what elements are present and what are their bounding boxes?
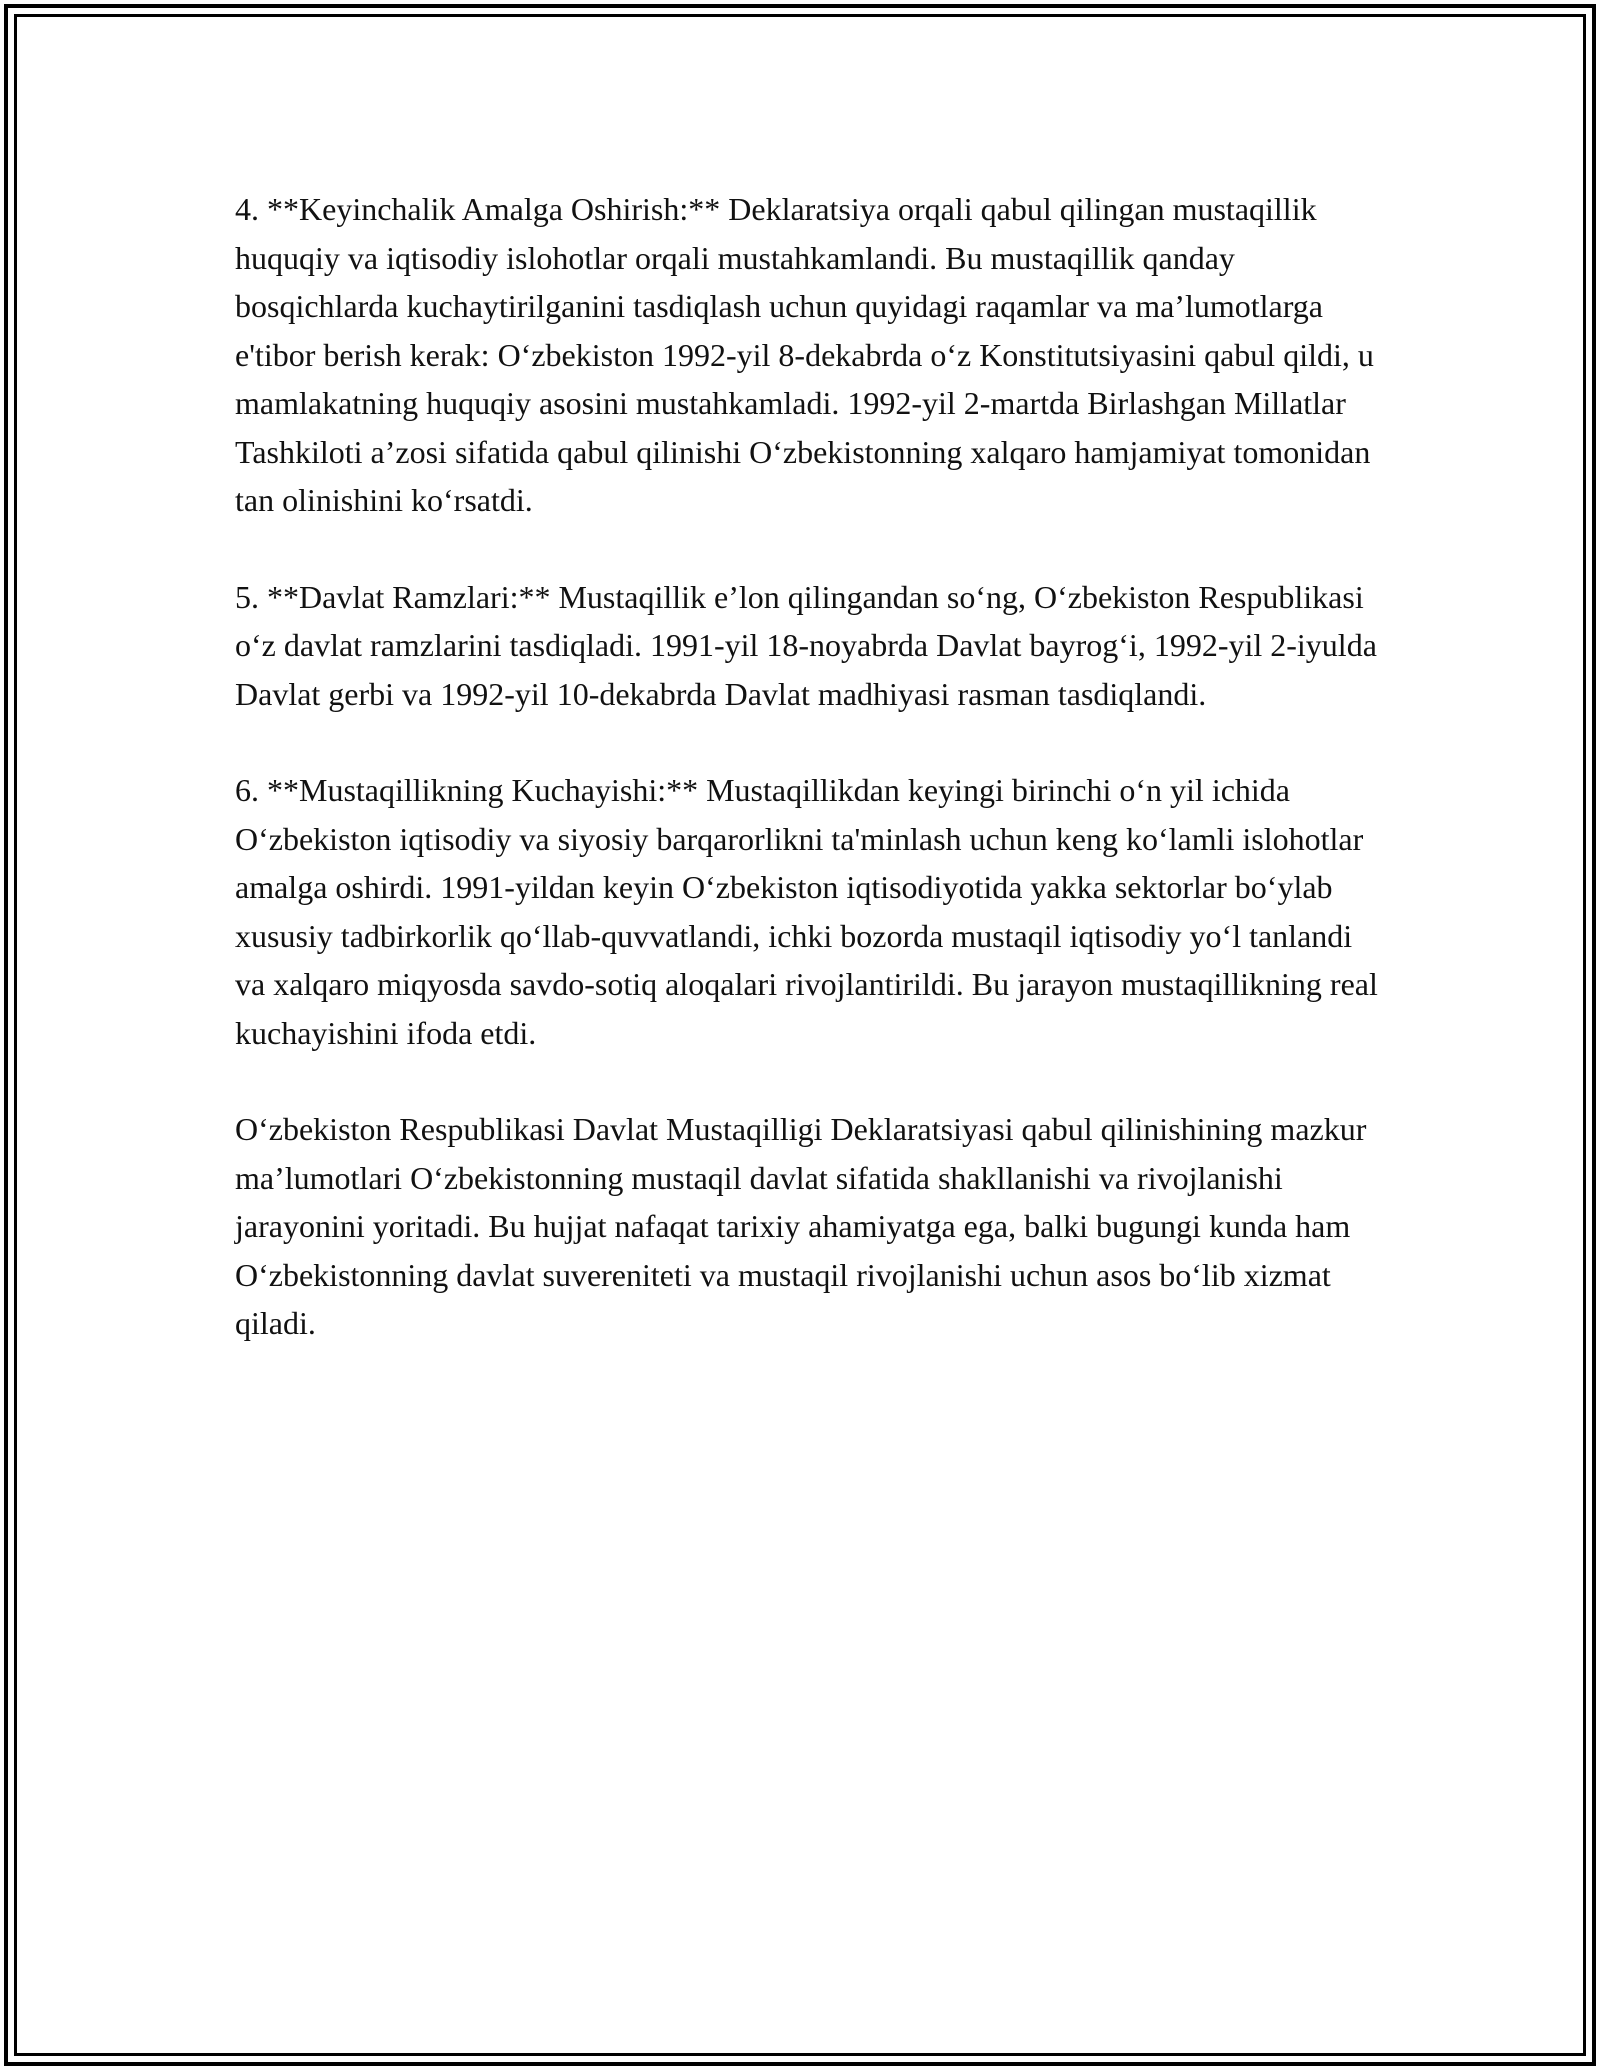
paragraph-state-symbols: 5. **Davlat Ramzlari:** Mustaqillik e’lon qilingandan so‘ng, O‘zbekiston Respublikasi o‘z davlat ramzlarini tasdiqladi. 1991-yil 18-noyabrda Davlat bayrog‘i, 1992-yil 2-iyulda Davlat gerbi va 1992-yil 10-dekabrda Davlat madhiyasi rasman tasdiqlandi. [235,578,1377,712]
document-body [235,185,1385,1396]
paragraph-strengthening: 6. **Mustaqillikning Kuchayishi:** Mustaqillikdan keyingi birinchi o‘n yil ichida O‘zbekiston iqtisodiy va siyosiy barqarorlikni ta'minlash uchun keng ko‘lamli islohotlar amalga oshirdi. 1991-yildan keyin O‘zbekiston iqtisodiyotida yakka sektorlar bo‘ylab xususiy tadbirkorlik qo‘llab-quvvatlandi, ichki bozorda mustaqil iqtisodiy yo‘l tanlandi va xalqaro miqyosda savdo-sotiq aloqalari rivojlantirildi. Bu jarayon mustaqillikning real kuchayishini ifoda etdi. [235,772,1378,1051]
paragraph-conclusion: O‘zbekiston Respublikasi Davlat Mustaqilligi Deklaratsiyasi qabul qilinishining mazkur ma’lumotlari O‘zbekistonning mustaqil davlat sifatida shakllanishi va rivojlanishi jarayonini yoritadi. Bu hujjat nafaqat tarixiy ahamiyatga ega, balki bugungi kunda ham O‘zbekistonning davlat suvereniteti va mustaqil rivojlanishi uchun asos bo‘lib xizmat qiladi. [235,1111,1367,1341]
paragraph-implementation: 4. **Keyinchalik Amalga Oshirish:** Deklaratsiya orqali qabul qilingan mustaqillik huquqiy va iqtisodiy islohotlar orqali mustahkamlandi. Bu mustaqillik qanday bosqichlarda kuchaytirilganini tasdiqlash uchun quyidagi raqamlar va ma’lumotlarga e'tibor berish kerak: O‘zbekiston 1992-yil 8-dekabrda o‘z Konstitutsiyasini qabul qildi, u mamlakatning huquqiy asosini mustahkamladi. 1992-yil 2-martda Birlashgan Millatlar Tashkiloti a’zosi sifatida qabul qilinishi O‘zbekistonning xalqaro hamjamiyat tomonidan tan olinishini ko‘rsatdi. [235,191,1374,518]
